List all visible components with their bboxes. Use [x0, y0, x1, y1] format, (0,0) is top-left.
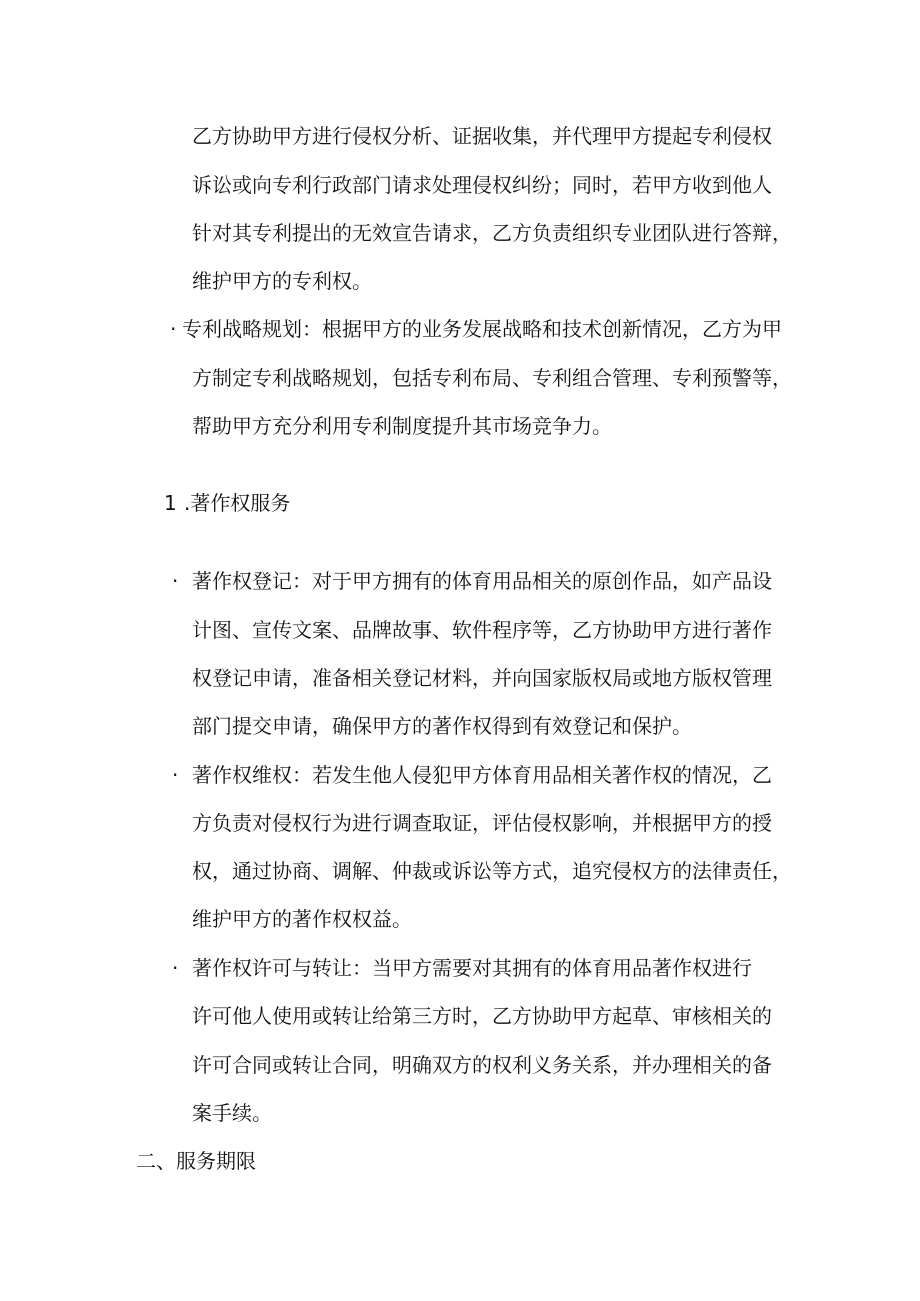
text-line: 乙方协助甲方进行侵权分析、证据收集，并代理甲方提起专利侵权 [192, 124, 772, 148]
text-line: 著作权许可与转让：当甲方需要对其拥有的体育用品著作权进行 [192, 956, 752, 980]
text-line: 维护甲方的著作权权益。 [192, 907, 412, 931]
bullet-marker: · [172, 569, 179, 593]
text-line: 部门提交申请，确保甲方的著作权得到有效登记和保护。 [192, 714, 692, 738]
text-line: 许可合同或转让合同，明确双方的权利义务关系，并办理相关的备 [192, 1053, 772, 1077]
bullet-marker: · [172, 956, 179, 980]
text-line: 许可他人使用或转让给第三方时，乙方协助甲方起草、审核相关的 [192, 1004, 772, 1028]
text-line: 案手续。 [192, 1101, 272, 1125]
text-line: 权，通过协商、调解、仲裁或诉讼等方式，追究侵权方的法律责任， [192, 859, 792, 883]
section-heading: 二、服务期限 [136, 1149, 256, 1173]
text-line: 计图、宣传文案、品牌故事、软件程序等，乙方协助甲方进行著作 [192, 618, 772, 642]
bullet-marker: · [172, 763, 179, 787]
text-line: 方制定专利战略规划，包括专利布局、专利组合管理、专利预警等， [192, 366, 792, 390]
text-line: 维护甲方的专利权。 [192, 269, 372, 293]
bullet-marker: · [170, 317, 177, 341]
text-line: 诉讼或向专利行政部门请求处理侵权纠纷；同时，若甲方收到他人 [192, 173, 772, 197]
text-line: 著作权登记：对于甲方拥有的体育用品相关的原创作品，如产品设 [192, 569, 772, 593]
text-line: 针对其专利提出的无效宣告请求，乙方负责组织专业团队进行答辩， [192, 221, 792, 245]
text-line: 权登记申请，准备相关登记材料，并向国家版权局或地方版权管理 [192, 666, 772, 690]
text-line: 专利战略规划：根据甲方的业务发展战略和技术创新情况，乙方为甲 [182, 317, 782, 341]
text-line: 方负责对侵权行为进行调查取证，评估侵权影响，并根据甲方的授 [192, 811, 772, 835]
text-line: 著作权维权：若发生他人侵犯甲方体育用品相关著作权的情况，乙 [192, 763, 772, 787]
section-heading: .著作权服务 [184, 491, 291, 515]
section-number: 1 [164, 491, 177, 515]
text-line: 帮助甲方充分利用专利制度提升其市场竞争力。 [192, 414, 612, 438]
